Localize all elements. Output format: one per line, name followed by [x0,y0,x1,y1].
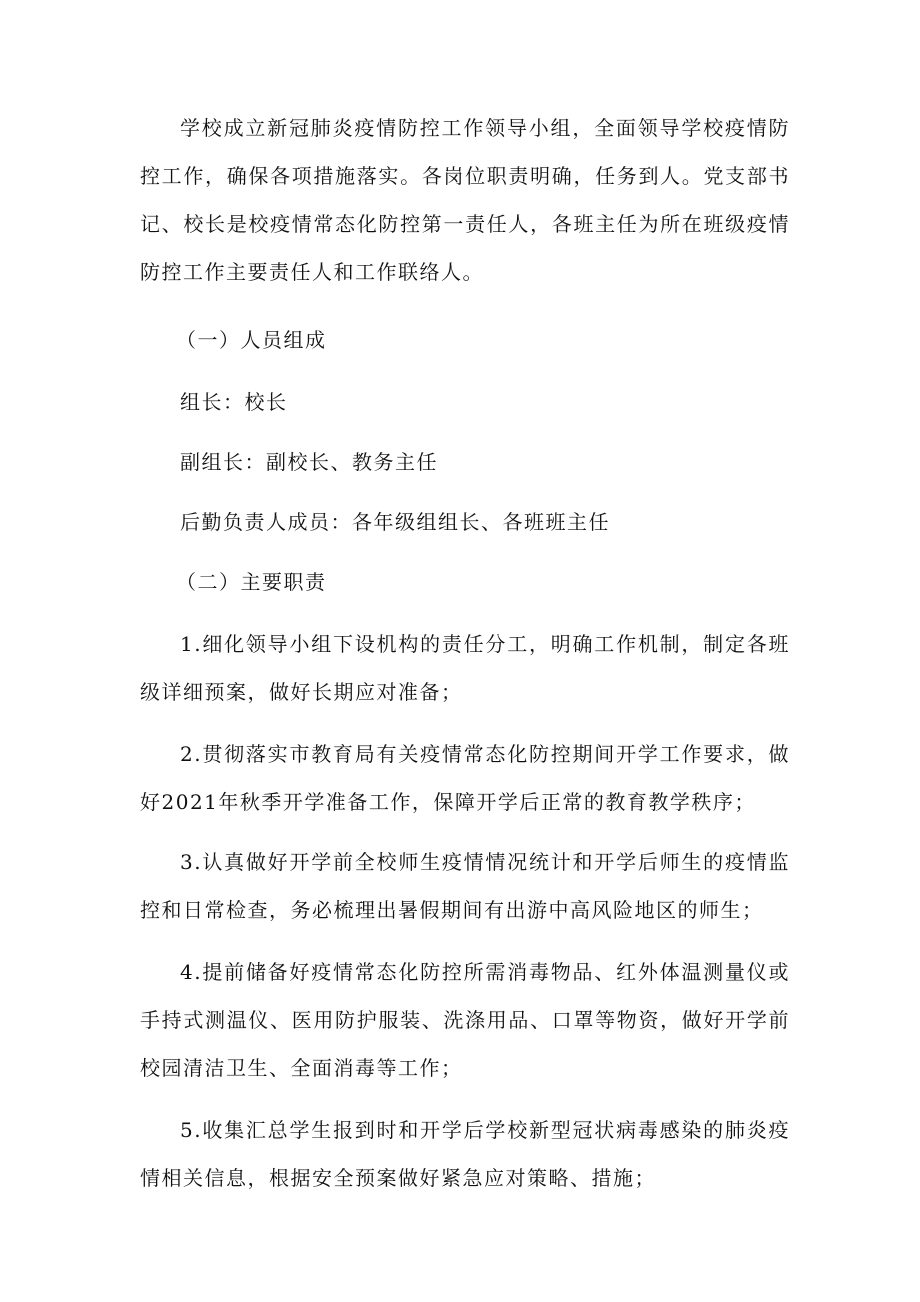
logistics-members-line: 后勤负责人成员：各年级组组长、各班班主任 [180,510,610,534]
duty-item-3: 3.认真做好开学前全校师生疫情情况统计和开学后师生的疫情监控和日常检查，务必梳理出暑假期间有出游中高风险地区的师生； [140,850,790,922]
leader-line: 组长：校长 [180,390,288,414]
intro-paragraph: 学校成立新冠肺炎疫情防控工作领导小组，全面领导学校疫情防控工作，确保各项措施落实。各岗位职责明确，任务到人。党支部书记、校长是校疫情常态化防控第一责任人，各班主任为所在班级疫情防控工作主要责任人和工作联络人。 [140,116,790,284]
section-heading-duties: （二）主要职责 [176,570,327,594]
duty-item-2: 2.贯彻落实市教育局有关疫情常态化防控期间开学工作要求，做好2021年秋季开学准备工作，保障开学后正常的教育教学秩序； [140,742,790,814]
duty-item-4: 4.提前储备好疫情常态化防控所需消毒物品、红外体温测量仪或手持式测温仪、医用防护服装、洗涤用品、口罩等物资，做好开学前校园清洁卫生、全面消毒等工作； [140,960,790,1080]
duty-item-5: 5.收集汇总学生报到时和开学后学校新型冠状病毒感染的肺炎疫情相关信息，根据安全预案做好紧急应对策略、措施； [140,1118,790,1190]
deputy-leader-line: 副组长：副校长、教务主任 [180,450,438,474]
section-heading-personnel: （一）人员组成 [176,328,327,352]
duty-item-1: 1.细化领导小组下设机构的责任分工，明确工作机制，制定各班级详细预案，做好长期应对准备； [140,632,790,704]
